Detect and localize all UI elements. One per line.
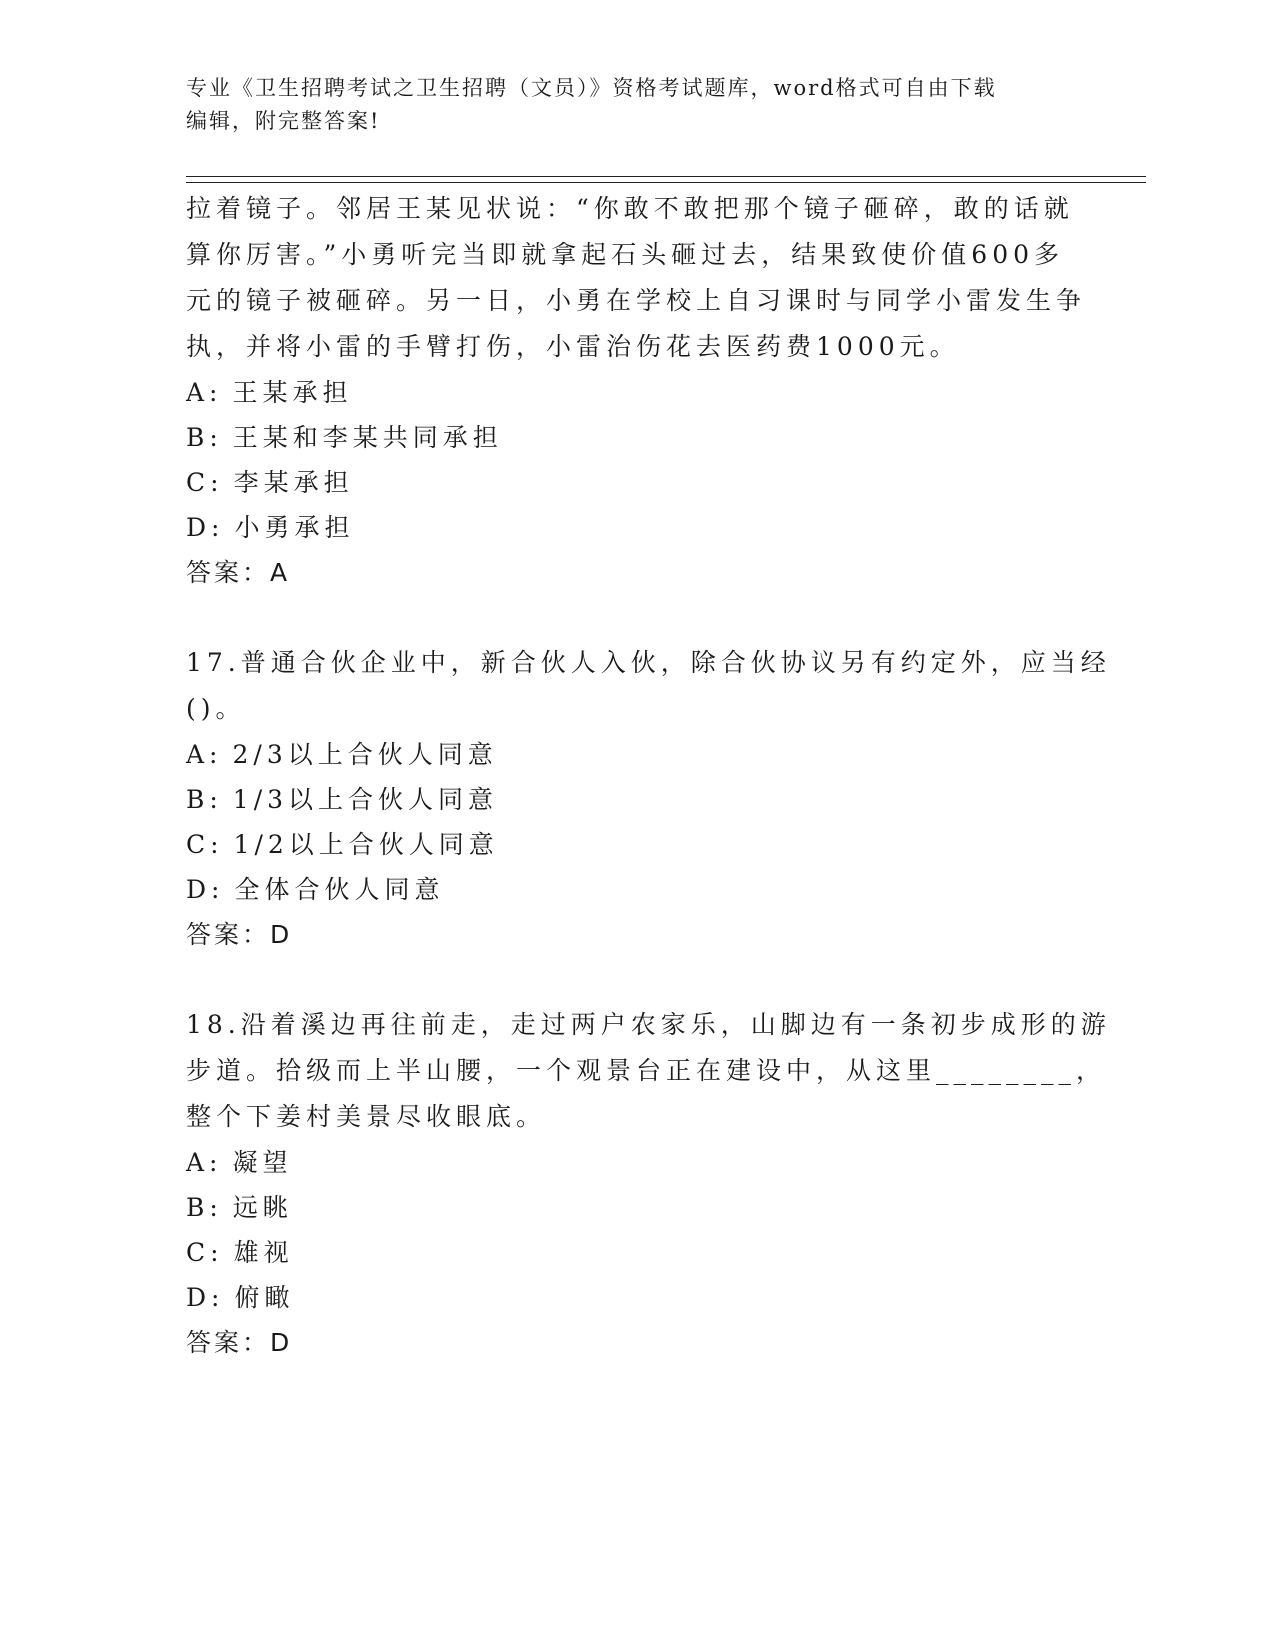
option-a — [186, 370, 1086, 415]
answer-line: 答案：A — [186, 558, 291, 587]
option-text: 王某和李某共同承担 — [232, 423, 503, 452]
option-key: C: — [186, 468, 224, 497]
option-key: B: — [186, 785, 223, 814]
question-text-line: 拉着镜子。邻居王某见状说：“你敢不敢把那个镜子砸碎，敢的话就 — [186, 194, 1074, 223]
option-key: D: — [186, 513, 225, 542]
option-text: 俯瞰 — [234, 1283, 295, 1312]
option-b — [186, 777, 1086, 822]
option-key: A: — [186, 378, 223, 407]
option-text: 李某承担 — [233, 468, 354, 497]
option-text: 王某承担 — [232, 378, 353, 407]
option-text: 远眺 — [232, 1193, 293, 1222]
option-text: 雄视 — [233, 1238, 294, 1267]
option-text: 凝望 — [232, 1148, 293, 1177]
header-title-line-1: 专业《卫生招聘考试之卫生招聘（文员）》资格考试题库，word格式可自由下载 — [186, 76, 997, 100]
question-text-line: 步道。拾级而上半山腰，一个观景台正在建设中，从这里________， — [186, 1056, 1107, 1085]
option-key: C: — [186, 1238, 224, 1267]
option-c — [186, 822, 1086, 867]
question-text-line: 整个下姜村美景尽收眼底。 — [186, 1102, 547, 1131]
header-divider-top — [186, 176, 1146, 177]
option-text: 1/2以上合伙人同意 — [233, 830, 499, 859]
option-b — [186, 415, 1086, 460]
answer-line: 答案：D — [186, 920, 293, 949]
header-divider-bottom — [186, 182, 1146, 183]
question-continued — [186, 186, 1086, 596]
option-b — [186, 1185, 1086, 1230]
answer-line: 答案：D — [186, 1328, 293, 1357]
option-key: B: — [186, 423, 223, 452]
question-17 — [186, 640, 1111, 958]
question-text-line: 18.沿着溪边再往前走，走过两户农家乐，山脚边有一条初步成形的游 — [186, 1010, 1111, 1039]
option-c — [186, 1230, 1086, 1275]
question-text-line: ()。 — [186, 694, 246, 723]
option-key: B: — [186, 1193, 223, 1222]
option-a — [186, 1140, 1086, 1185]
question-spacer — [186, 596, 1086, 640]
question-text-line: 17.普通合伙企业中，新合伙人入伙，除合伙协议另有约定外，应当经 — [186, 648, 1111, 677]
question-18 — [186, 1002, 1111, 1366]
question-text-line: 执，并将小雷的手臂打伤，小雷治伤花去医药费1000元。 — [186, 332, 960, 361]
option-d — [186, 505, 1086, 550]
option-d — [186, 1275, 1086, 1320]
option-key: A: — [186, 1148, 223, 1177]
option-a — [186, 732, 1086, 777]
option-key: D: — [186, 875, 225, 904]
option-text: 全体合伙人同意 — [234, 875, 445, 904]
question-content — [186, 186, 1111, 1366]
header-title-line-2: 编辑，附完整答案! — [186, 109, 381, 133]
option-text: 小勇承担 — [234, 513, 355, 542]
question-text-line: 元的镜子被砸碎。另一日，小勇在学校上自习课时与同学小雷发生争 — [186, 286, 1087, 315]
question-text-line: 算你厉害。”小勇听完当即就拿起石头砸过去，结果致使价值600多 — [186, 240, 1065, 269]
option-text: 2/3以上合伙人同意 — [232, 740, 498, 769]
option-c — [186, 460, 1086, 505]
document-header — [186, 72, 1086, 138]
option-key: D: — [186, 1283, 225, 1312]
question-spacer — [186, 958, 1086, 1002]
option-key: A: — [186, 740, 223, 769]
option-d — [186, 867, 1086, 912]
option-text: 1/3以上合伙人同意 — [232, 785, 499, 814]
option-key: C: — [186, 830, 224, 859]
